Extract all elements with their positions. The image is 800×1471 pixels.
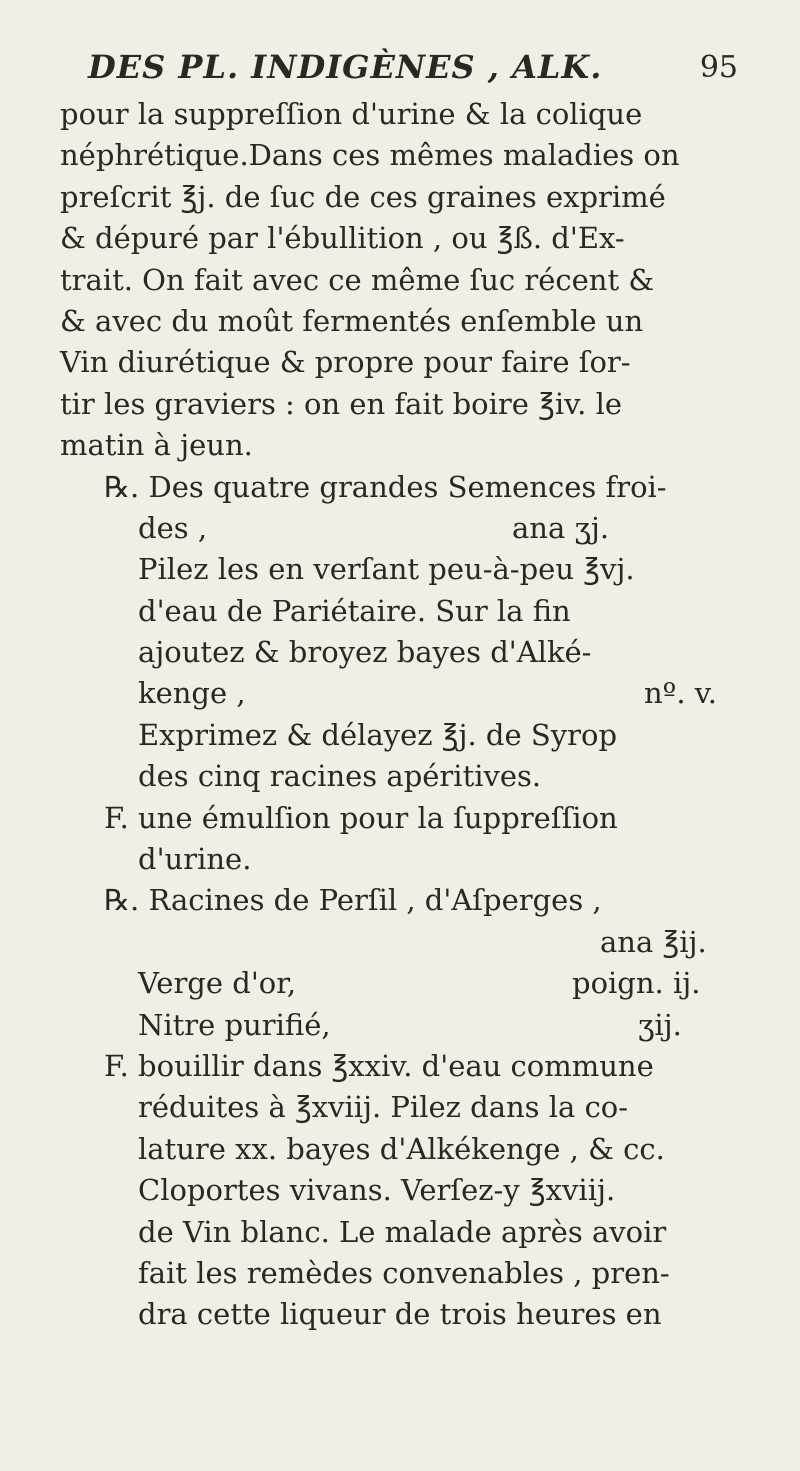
page-number: 95	[699, 50, 738, 85]
directive-line: Cloportes vivans. Verſez-y ℥xviij.	[138, 1173, 616, 1208]
recipe-line	[60, 467, 750, 508]
page-text	[60, 94, 750, 1336]
recipe-text: Racines de Perſil , d'Aſperges ,	[148, 883, 602, 918]
quantity: ʒij.	[638, 1007, 682, 1042]
directive-line: fait les remèdes convenables , pren-	[138, 1255, 670, 1290]
text-line: matin à jeun.	[60, 428, 253, 463]
recipe-line: ajoutez & broyez bayes d'Alké-	[138, 635, 592, 670]
text-line: preſcrit ℥j. de ſuc de ces graines exprimé	[60, 179, 666, 214]
recipe-line	[60, 673, 750, 714]
recipe-text: Des quatre grandes Semences froi-	[148, 469, 667, 504]
recipe-symbol: ℞.	[104, 883, 140, 918]
text-line: néphrétique.Dans ces mêmes maladies on	[60, 138, 680, 173]
directive-line: d'urine.	[138, 842, 252, 877]
recipe-line	[60, 963, 750, 1004]
recipe-text: Nitre purifié,	[138, 1007, 331, 1042]
text-line: tir les graviers : on en fait boire ℥iv. le	[60, 386, 623, 421]
directive-line: lature xx. bayes d'Alkékenge , & cc.	[138, 1131, 665, 1166]
directive-line: de Vin blanc. Le malade après avoir	[138, 1214, 667, 1249]
recipe-line	[60, 922, 750, 963]
recipe-text: des ,	[138, 510, 208, 545]
directive-text: une émulſion pour la ſuppreſſion	[138, 800, 618, 835]
directive-line	[60, 798, 750, 839]
recipe-line	[60, 880, 750, 921]
recipe-text: Verge d'or,	[138, 966, 297, 1001]
quantity: ana ℥ij.	[600, 924, 707, 959]
text-line: pour la suppreſſion d'urine & la colique	[60, 97, 643, 131]
recipe-line: d'eau de Pariétaire. Sur la fin	[138, 593, 571, 628]
running-header	[60, 48, 750, 96]
quantity: poign. ij.	[572, 966, 701, 1001]
directive-line: dra cette liqueur de trois heures en	[138, 1297, 662, 1332]
text-line: & dépuré par l'ébullition , ou ℥ß. d'Ex-	[60, 221, 625, 256]
running-title: DES PL. INDIGÈNES , ALK.	[88, 48, 603, 86]
quantity: ana ʒj.	[512, 510, 610, 545]
recipe-line	[60, 1005, 750, 1046]
recipe-line: Pilez les en verſant peu-à-peu ℥vj.	[138, 552, 635, 587]
quantity: nº. v.	[644, 676, 717, 711]
directive-line: réduites à ℥xviij. Pilez dans la co-	[138, 1090, 629, 1125]
text-line: & avec du moût fermentés enſemble un	[60, 303, 644, 338]
directive-line: F. bouillir dans ℥xxiv. d'eau commune	[104, 1048, 654, 1083]
recipe-line: Exprimez & délayez ℥j. de Syrop	[138, 717, 618, 752]
recipe-symbol: ℞.	[104, 469, 140, 504]
text-line: trait. On fait avec ce même ſuc récent &	[60, 262, 655, 297]
directive-mark: F.	[104, 800, 129, 835]
recipe-text: kenge ,	[138, 676, 246, 711]
text-line: Vin diurétique & propre pour faire ſor-	[60, 345, 631, 380]
recipe-line: des cinq racines apéritives.	[138, 759, 542, 794]
recipe-line	[60, 508, 750, 549]
